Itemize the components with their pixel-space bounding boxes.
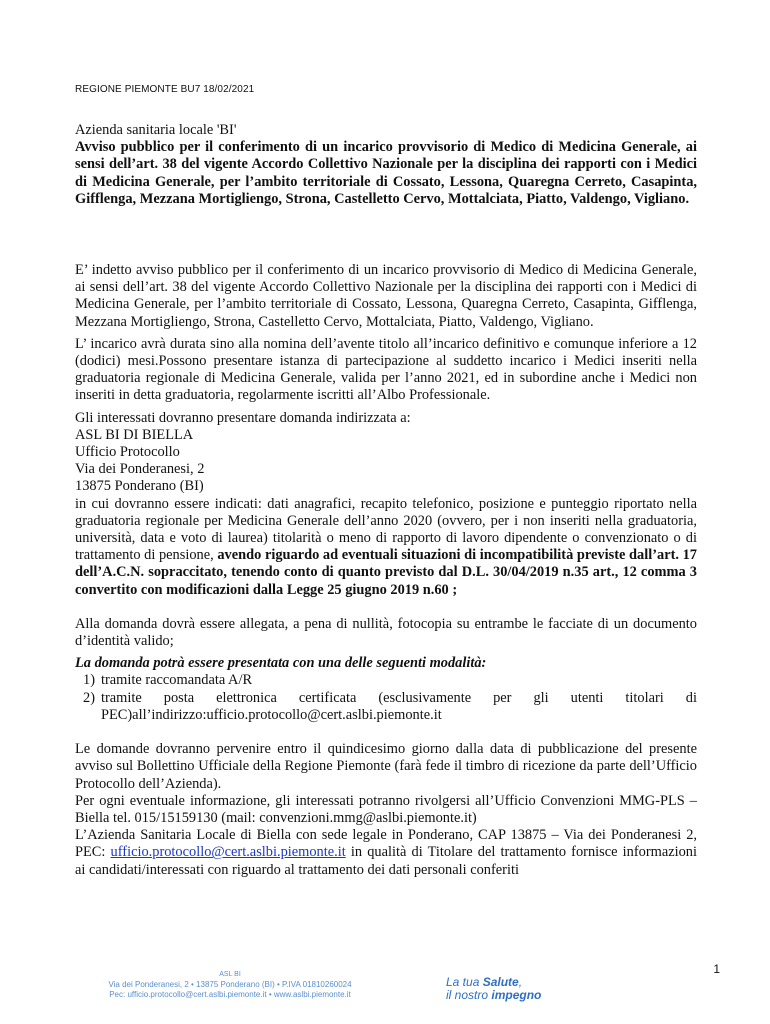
- submission-method-item: [75, 690, 697, 724]
- slogan-text: La tua: [446, 975, 483, 989]
- footer-slogan: [446, 976, 541, 1002]
- slogan-text: il nostro: [446, 988, 492, 1002]
- document-body: [75, 122, 697, 879]
- slogan-highlight: Salute: [482, 975, 519, 989]
- item-number: 1): [83, 672, 95, 689]
- slogan-highlight: impegno: [491, 988, 542, 1002]
- paragraph-application-contents: [75, 496, 697, 599]
- incompatibility-note: avendo riguardo ad eventuali situazioni di incompatibilità previste dall’art. 17 dell’A.C.N. sopraccitato, tenendo conto di quanto previsto dal D.L. 30/04/2019 n.35 art., 12 comma 3 convertito con modificazioni dalla Legge 25 giugno 2019 n.60 ;: [75, 547, 697, 598]
- privacy-text: in qualità di Titolare del trattamento fornisce informazioni ai candidati/interessati con riguardo al trattamento dei dati personali conferiti: [75, 844, 697, 878]
- footer-line: Via dei Ponderanesi, 2 • 13875 Ponderano (BI) • P.IVA 01810260024: [108, 980, 352, 989]
- address-line: Ufficio Protocollo: [75, 444, 180, 461]
- address-intro: Gli interessati dovranno presentare domanda indirizzata a:: [75, 409, 411, 426]
- paragraph-deadline: Le domande dovranno pervenire entro il quindicesimo giorno dalla data di pubblicazione del presente avviso sul Bollettino Ufficiale della Regione Piemonte (farà fede il timbro di ricezione da parte dell’Ufficio Protocollo dell’Azienda).: [75, 741, 697, 792]
- paragraph-information: Per ogni eventuale informazione, gli interessati potranno rivolgersi all’Ufficio Convenzioni MMG-PLS – Biella tel. 015/15159130 (mail: convenzioni.mmg@aslbi.piemonte.it): [75, 792, 697, 826]
- page-number: 1: [713, 962, 720, 976]
- submission-method-item: [75, 672, 697, 689]
- item-text: tramite raccomandata A/R: [101, 672, 253, 689]
- pec-email-link[interactable]: ufficio.protocollo@cert.aslbi.piemonte.it: [110, 844, 346, 861]
- submission-methods-heading: La domanda potrà essere presentata con una delle seguenti modalità:: [75, 655, 487, 672]
- privacy-text: L’Azienda Sanitaria Locale di Biella con sede legale in Ponderano, CAP 13875 – Via dei Ponderanesi 2, PEC:: [75, 827, 697, 861]
- bulletin-header: REGIONE PIEMONTE BU7 18/02/2021: [75, 84, 255, 95]
- footer-line: Pec: ufficio.protocollo@cert.aslbi.piemonte.it • www.aslbi.piemonte.it: [109, 990, 351, 999]
- footer-line: ASL BI: [219, 971, 241, 978]
- paragraph-duration: L’ incarico avrà durata sino alla nomina dell’avente titolo all’incarico definitivo e comunque inferiore a 12 (dodici) mesi.Possono presentare istanza di partecipazione al suddetto incarico i Medici inseriti nella graduatoria regionale di Medicina Generale, valida per l’anno 2021, ed in subordine anche i Medici non inseriti in detta graduatoria, regolarmente iscritti all’Albo Professionale.: [75, 335, 697, 404]
- item-text: tramite posta elettronica certificata (esclusivamente per gli utenti titolari di PEC)all’indirizzo:ufficio.protocollo@cert.aslbi.piemonte.it: [101, 689, 697, 723]
- paragraph-privacy: [75, 827, 697, 879]
- notice-title: Avviso pubblico per il conferimento di un incarico provvisorio di Medico di Medicina Generale, ai sensi dell’art. 38 del vigente Accordo Collettivo Nazionale per la disciplina dei rapporti con i Medici di Medicina Generale, per l’ambito territoriale di Cossato, Lessona, Quaregna Cerreto, Casapinta, Gifflenga, Mezzana Mortigliengo, Strona, Castelletto Cervo, Mottalciata, Piatto, Valdengo, Vigliano.: [75, 139, 697, 207]
- agency-name: Azienda sanitaria locale 'BI': [75, 122, 237, 138]
- footer-contacts: [80, 970, 380, 1000]
- address-line: 13875 Ponderano (BI): [75, 478, 204, 495]
- address-line: Via dei Ponderanesi, 2: [75, 461, 205, 478]
- address-line: ASL BI DI BIELLA: [75, 426, 194, 443]
- paragraph-identity-document: Alla domanda dovrà essere allegata, a pena di nullità, fotocopia su entrambe le facciate di un documento d’identità valido;: [75, 615, 697, 650]
- application-contents-text: in cui dovranno essere indicati: dati anagrafici, recapito telefonico, posizione e punteggio riportato nella graduatoria regionale per Medicina Generale dell’anno 2020 (ovvero, per i non inseriti nella graduatoria, università, data e voto di laurea) titolarità o meno di rapporto di lavoro dipendente o convenzionato o di trattamento di pensione,: [75, 495, 697, 564]
- page-footer: [0, 968, 770, 1024]
- slogan-text: ,: [518, 975, 523, 989]
- item-number: 2): [83, 689, 95, 706]
- submission-methods-list: [75, 672, 697, 724]
- paragraph-announcement: E’ indetto avviso pubblico per il conferimento di un incarico provvisorio di Medico di Medicina Generale, ai sensi dell’art. 38 del vigente Accordo Collettivo Nazionale per la disciplina dei rapporti con i Medici di Medicina Generale, per l’ambito territoriale di Cossato, Lessona, Quaregna Cerreto, Casapinta, Gifflenga, Mezzana Mortigliengo, Strona, Castelletto Cervo, Mottalciata, Piatto, Valdengo, Vigliano.: [75, 262, 697, 330]
